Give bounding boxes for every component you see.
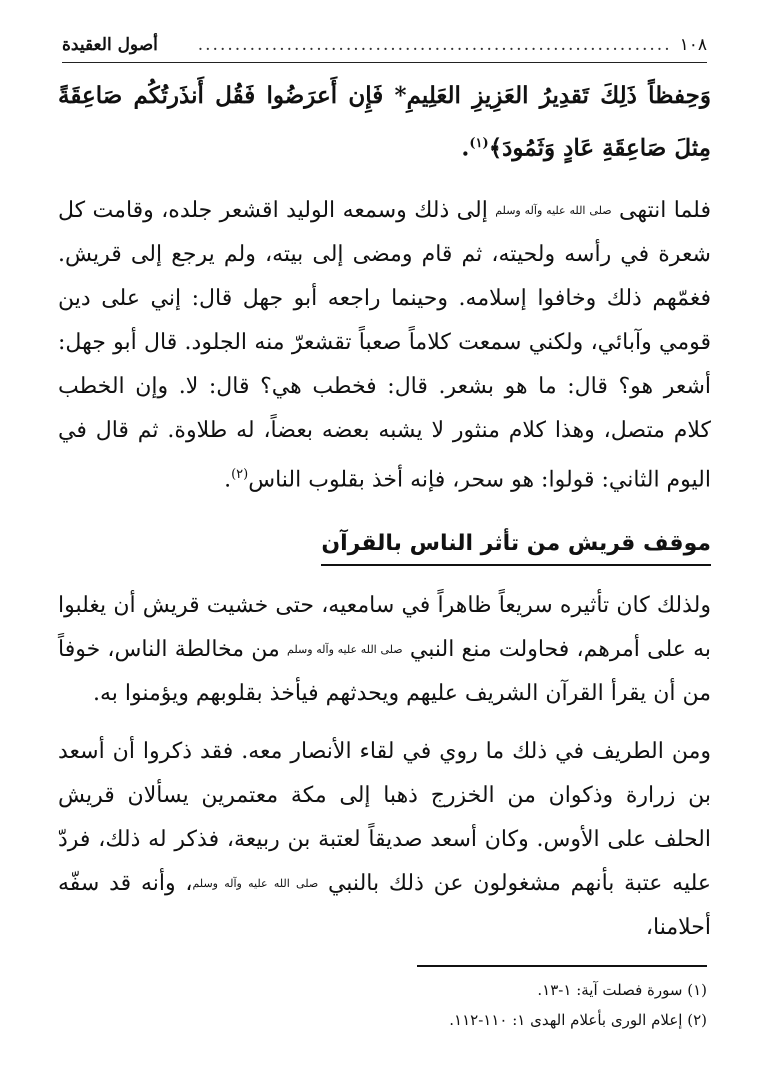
p2-text-a: ولذلك كان تأثيره سريعاً ظاهراً في سامعيه، حتى خشيت قريش أن يغلبوا به على أمرهم، فحاولت منع النبي xyxy=(58,592,712,662)
p1-text-a: فلما انتهى xyxy=(618,197,711,223)
section-heading: موقف قريش من تأثر الناس بالقرآن xyxy=(321,526,711,566)
honorific-mark: صلى الله عليه وآله وسلم xyxy=(192,876,319,890)
page-header xyxy=(62,32,707,63)
quran-end: . xyxy=(461,134,470,162)
book-title: أصول العقيدة xyxy=(62,35,158,55)
p3-text-b: ، وأنه قد سفّه أحلامنا، xyxy=(58,870,711,940)
quran-verse xyxy=(58,72,711,173)
p1-end: . xyxy=(224,466,232,492)
honorific-mark: صلى الله عليه وآله وسلم xyxy=(495,203,612,217)
quran-text: وَحِفظاً ذَلِكَ تَقدِيرُ العَزِيزِ العَلِيمِ* فَإِن أَعرَضُوا فَقُل أَنذَرتُكُم صَاعِقَةً مِثلَ صَاعِقَةِ عَادٍ وَثَمُودَ﴾ xyxy=(58,82,711,162)
main-text xyxy=(58,72,711,964)
paragraph-1 xyxy=(58,189,711,502)
footnotes xyxy=(62,975,707,1035)
p1-text-b: إلى ذلك وسمعه الوليد اقشعر جلده، وقامت كل شعرة في رأسه ولحيته، ثم قام ومضى إلى بيته، ولم يرجع إلى قريش. فغمّهم ذلك وخافوا إسلامه. وحينما راجعه أبو جهل قال: إني على دين قومي وآبائي، ولكني سمعت كلاماً صعباً تقشعرّ منه الجلود. قال أبو جهل: أشعر هو؟ قال: ما هو بشعر. قال: فخطب هي؟ قال: لا. وإن الخطب كلام متصل، وهذا كلام منثور لا يشبه بعضه بعضاً، له طلاوة. ثم قال في اليوم الثاني: قولوا: هو سحر، فإنه أخذ بقلوب الناس xyxy=(58,197,712,492)
paragraph-3 xyxy=(58,730,711,950)
footnote-divider xyxy=(417,965,707,967)
footnote-1: (١) سورة فصلت آية: ١-١٣. xyxy=(537,981,707,999)
page-number: ١٠٨ xyxy=(679,35,707,55)
footnote-ref-1: (١) xyxy=(469,136,489,151)
p3-text-a: ومن الطريف في ذلك ما روي في لقاء الأنصار معه. فقد ذكروا أن أسعد بن زرارة وذكوان من الخزرج ذهبا إلى مكة معتمرين يسألان قريش الحلف على الأوس. وكان أسعد صديقاً لعتبة بن ربيعة، فذكر له ذلك، فردّ عليه عتبة بأنهم مشغولون عن ذلك بالنبي xyxy=(58,738,711,896)
honorific-mark: صلى الله عليه وآله وسلم xyxy=(287,642,403,656)
paragraph-2 xyxy=(58,584,711,716)
header-dots: ................................................................ xyxy=(197,35,672,55)
footnote-ref-2: (٢) xyxy=(231,466,249,482)
p2-text-b: من مخالطة الناس، خوفاً من أن يقرأ القرآن الشريف عليهم ويحدثهم فيأخذ بقلوبهم ويؤمنوا به. xyxy=(58,636,711,706)
footnote-2: (٢) إعلام الورى بأعلام الهدى ١: ١١٠-١١٢. xyxy=(449,1011,707,1029)
